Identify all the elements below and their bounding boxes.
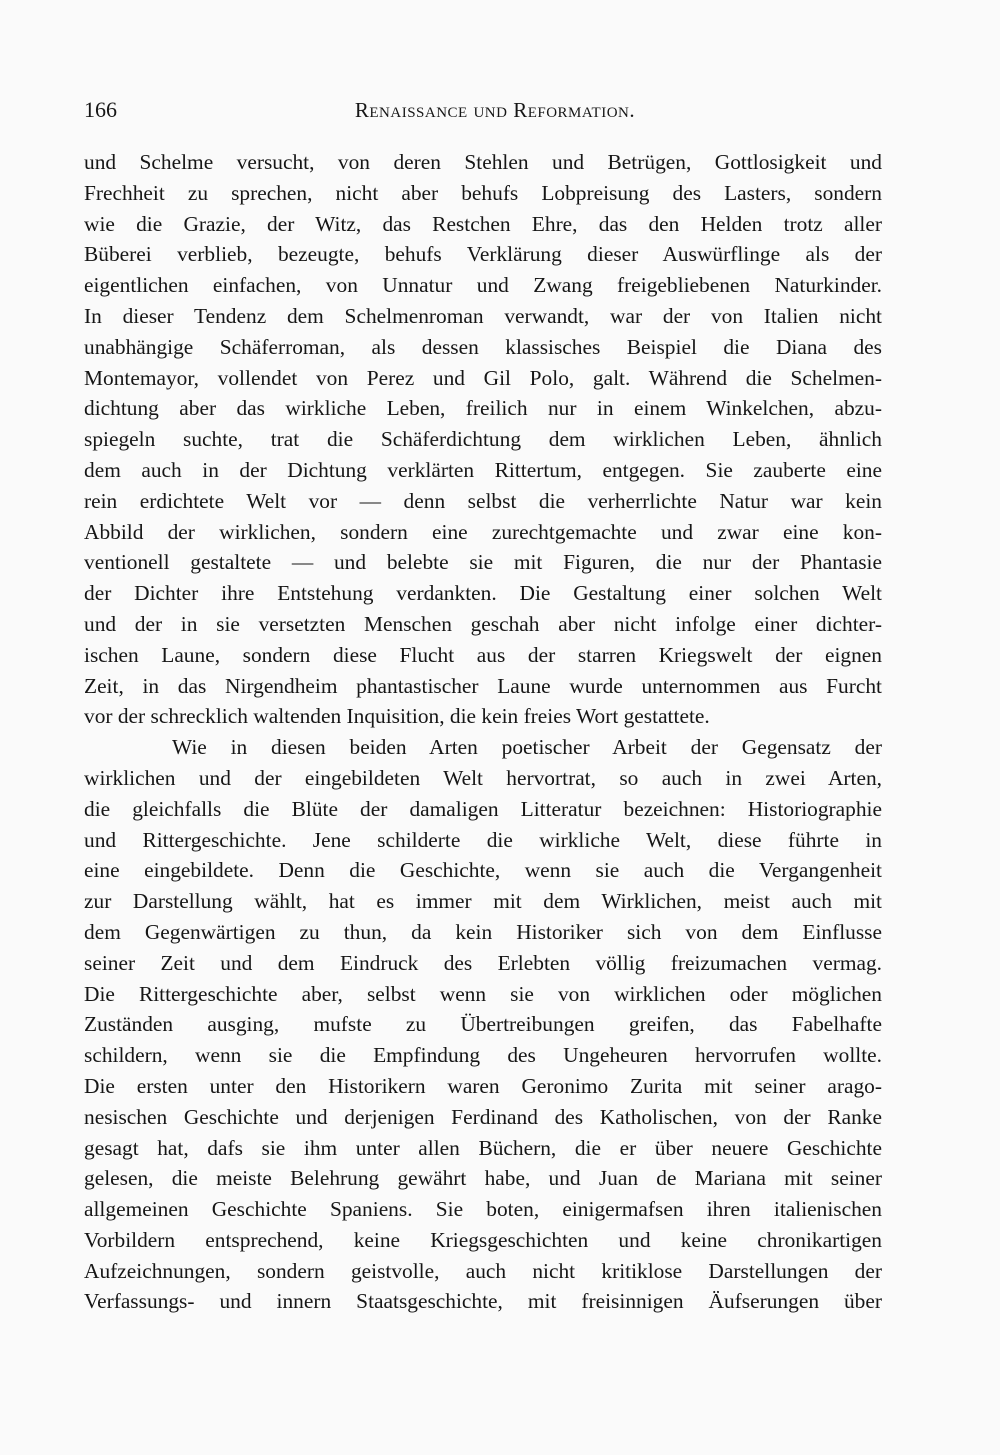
body-text	[84, 147, 882, 1317]
text-line: eigentlichen einfachen, von Unnatur und Zwang freigebliebenen Naturkinder.	[84, 273, 882, 298]
text-line: dem Gegenwärtigen zu thun, da kein Historiker sich von dem Einflusse	[84, 919, 882, 944]
text-line: Die ersten unter den Historikern waren Geronimo Zurita mit seiner arago-	[84, 1073, 882, 1098]
text-line: zur Darstellung wählt, hat es immer mit dem Wirklichen, meist auch mit	[84, 889, 882, 914]
text-line: Abbild der wirklichen, sondern eine zurechtgemachte und zwar eine kon-	[84, 519, 882, 544]
running-title: Renaissance und Reformation.	[354, 98, 636, 122]
text-line: Wie in diesen beiden Arten poetischer Arbeit der Gegensatz der	[172, 735, 882, 760]
text-line: Zuständen ausging, mufste zu Übertreibungen greifen, das Fabelhafte	[84, 1012, 882, 1037]
text-line: wie die Grazie, der Witz, das Restchen Ehre, das den Helden trotz aller	[84, 211, 882, 236]
text-line: dichtung aber das wirkliche Leben, freilich nur in einem Winkelchen, abzu-	[84, 396, 882, 421]
text-line: Die Rittergeschichte aber, selbst wenn sie von wirklichen oder möglichen	[84, 981, 882, 1006]
text-line: gesagt hat, dafs sie ihm unter allen Büchern, die er über neuere Geschichte	[84, 1135, 882, 1160]
text-line: und Rittergeschichte. Jene schilderte die wirkliche Welt, diese führte in	[84, 827, 882, 852]
text-line: Vorbildern entsprechend, keine Kriegsgeschichten und keine chronikartigen	[84, 1227, 882, 1252]
text-line: dem auch in der Dichtung verklärten Rittertum, entgegen. Sie zauberte eine	[84, 457, 882, 482]
text-line: die gleichfalls die Blüte der damaligen Litteratur bezeichnen: Historiographie	[84, 796, 882, 821]
text-line: und der in sie versetzten Menschen geschah aber nicht infolge einer dichter-	[84, 611, 882, 636]
text-line: rein erdichtete Welt vor — denn selbst die verherrlichte Natur war kein	[84, 488, 882, 513]
text-line: Zeit, in das Nirgendheim phantastischer Laune wurde unternommen aus Furcht	[84, 673, 882, 698]
page-number: 166	[84, 97, 117, 122]
text-line: In dieser Tendenz dem Schelmenroman verwandt, war der von Italien nicht	[84, 303, 882, 328]
text-line: seiner Zeit und dem Eindruck des Erlebten völlig freizumachen vermag.	[84, 950, 882, 975]
text-line: spiegeln suchte, trat die Schäferdichtung dem wirklichen Leben, ähnlich	[84, 427, 882, 452]
text-line: nesischen Geschichte und derjenigen Ferdinand des Katholischen, von der Ranke	[84, 1104, 882, 1129]
text-line: und Schelme versucht, von deren Stehlen und Betrügen, Gottlosigkeit und	[84, 150, 882, 174]
text-line: eine eingebildete. Denn die Geschichte, wenn sie auch die Vergangenheit	[84, 858, 882, 883]
text-line: Verfassungs- und innern Staatsgeschichte, mit freisinnigen Äufserungen über	[84, 1289, 882, 1314]
text-line: gelesen, die meiste Belehrung gewährt habe, und Juan de Mariana mit seiner	[84, 1166, 882, 1191]
text-line: Montemayor, vollendet von Perez und Gil Polo, galt. Während die Schelmen-	[84, 365, 882, 390]
text-line: der Dichter ihre Entstehung verdankten. Die Gestaltung einer solchen Welt	[84, 581, 882, 606]
text-line: schildern, wenn sie die Empfindung des Ungeheuren hervorrufen wollte.	[84, 1043, 882, 1068]
text-line: allgemeinen Geschichte Spaniens. Sie boten, einigermafsen ihren italienischen	[84, 1197, 882, 1222]
text-line: Büberei verblieb, bezeugte, behufs Verklärung dieser Auswürflinge als der	[84, 242, 882, 267]
page-header	[84, 96, 882, 126]
text-line: vor der schrecklich waltenden Inquisition, die kein freies Wort gestattete.	[84, 704, 710, 729]
text-line: Aufzeichnungen, sondern geistvolle, auch nicht kritiklose Darstellungen der	[84, 1258, 882, 1283]
text-line: Frechheit zu sprechen, nicht aber behufs Lobpreisung des Lasters, sondern	[84, 180, 882, 205]
text-line: ischen Laune, sondern diese Flucht aus der starren Kriegswelt der eignen	[84, 642, 882, 667]
text-line: wirklichen und der eingebildeten Welt hervortrat, so auch in zwei Arten,	[84, 765, 882, 790]
text-line: ventionell gestaltete — und belebte sie mit Figuren, die nur der Phantasie	[84, 550, 882, 575]
text-line: unabhängige Schäferroman, als dessen klassisches Beispiel die Diana des	[84, 334, 882, 359]
